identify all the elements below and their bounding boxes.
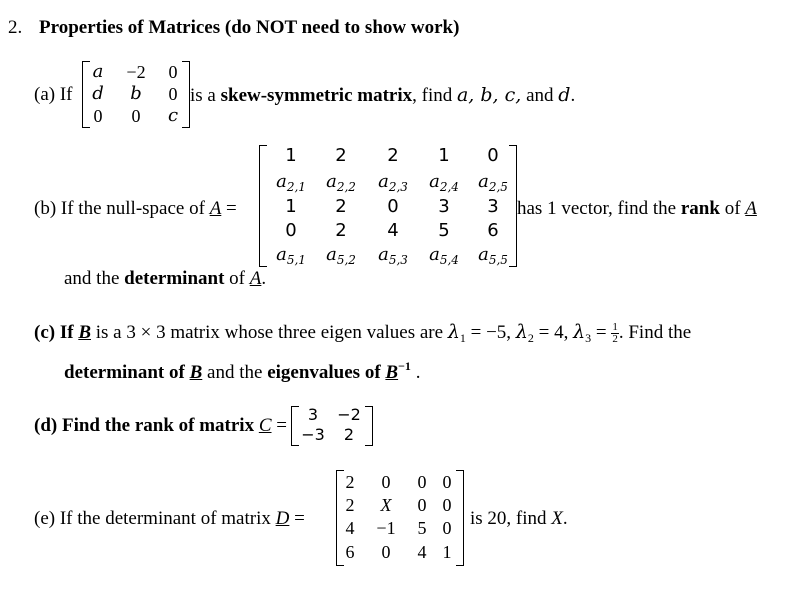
matrix-b-cell: 3: [487, 196, 499, 217]
matrix-d-cell: −1: [376, 518, 396, 538]
matrix-d-cell: 5: [417, 518, 427, 538]
matrix-d-cell: 0: [442, 472, 452, 492]
matrix-b-cell: 0: [285, 220, 297, 241]
matrix-a: [82, 61, 190, 128]
matrix-d-cell: 4: [417, 542, 427, 562]
matrix-b-cell: $a_{5,3}$: [378, 244, 408, 267]
matrix-b-cell: 2: [387, 145, 399, 166]
matrix-b-cell: $a_{5,4}$: [429, 244, 459, 267]
matrix-b-cell: $a_{2,5}$: [478, 171, 508, 194]
matrix-d-cell: 2: [345, 495, 355, 515]
part-a-label: (a) If: [34, 84, 73, 105]
part-e-text: is 20, find X.: [470, 508, 568, 529]
question-number: 2.: [8, 17, 23, 38]
matrix-a-cell: b: [130, 83, 142, 104]
part-b-line2: and the determinant of A.: [64, 268, 267, 289]
fraction: $\frac{1}{2}$: [612, 321, 618, 346]
matrix-a-cell: −2: [126, 62, 146, 82]
matrix-c-cell: −2: [337, 405, 361, 424]
matrix-b-cell: 2: [335, 196, 347, 217]
matrix-b-cell: $a_{5,2}$: [326, 244, 356, 267]
matrix-b-cell: $a_{5,1}$: [276, 244, 306, 267]
matrix-a-cell: c: [167, 105, 179, 126]
matrix-d-cell: 6: [345, 542, 355, 562]
matrix-d-cell: 0: [417, 495, 427, 515]
part-b-text: has 1 vector, find the rank of A: [517, 198, 757, 219]
matrix-c-cell: 3: [307, 405, 319, 424]
matrix-d-cell: 4: [345, 518, 355, 538]
part-d-label: (d) Find the rank of matrix C =: [34, 415, 287, 436]
matrix-b-cell: 6: [487, 220, 499, 241]
matrix-d-cell: X: [380, 495, 392, 515]
matrix-b-cell: 1: [285, 145, 297, 166]
part-c-line2: determinant of B and the eigenvalues of $B^{-1}$ .: [64, 359, 421, 383]
matrix-c-cell: 2: [343, 425, 355, 444]
part-e-label: (e) If the determinant of matrix D =: [34, 508, 305, 529]
matrix-a-cell: 0: [168, 62, 178, 82]
question-header: [8, 17, 459, 39]
matrix-d-cell: 0: [381, 542, 391, 562]
matrix-c-cell: −3: [301, 425, 325, 444]
matrix-b-cell: 4: [387, 220, 399, 241]
matrix-c: [291, 406, 373, 446]
matrix-b-cell: $a_{2,2}$: [326, 171, 356, 194]
matrix-b-cell: 2: [335, 145, 347, 166]
matrix-a-cell: a: [92, 61, 104, 82]
matrix-d-cell: 1: [442, 542, 452, 562]
matrix-a-cell: 0: [168, 84, 178, 104]
matrix-b-cell: 0: [387, 196, 399, 217]
matrix-b-cell: $a_{2,3}$: [378, 171, 408, 194]
matrix-a-null: [259, 145, 517, 267]
matrix-a-cell: 0: [131, 106, 141, 126]
matrix-b-cell: 3: [438, 196, 450, 217]
matrix-b-cell: $a_{2,1}$: [276, 171, 306, 194]
matrix-b-cell: 1: [438, 145, 450, 166]
matrix-a-cell: d: [92, 83, 104, 104]
matrix-b-cell: 0: [487, 145, 499, 166]
matrix-b-cell: $a_{2,4}$: [429, 171, 459, 194]
matrix-d-cell: 0: [417, 472, 427, 492]
matrix-a-cell: 0: [93, 106, 103, 126]
part-c-line1: (c) If B is a 3 × 3 matrix whose three eigen values are $\lambda_1 = -5$, $\lambda_2 = 4$, $\lambda_3$ = $\frac{1}{2}$ . Find the: [34, 321, 692, 346]
matrix-d-cell: 0: [442, 518, 452, 538]
matrix-b-cell: 1: [285, 196, 297, 217]
matrix-d-cell: 0: [381, 472, 391, 492]
matrix-b-cell: 2: [335, 220, 347, 241]
matrix-d-cell: 2: [345, 472, 355, 492]
part-b-label: (b) If the null-space of A =: [34, 198, 237, 219]
matrix-b-cell: $a_{5,5}$: [478, 244, 508, 267]
matrix-d-cell: 0: [442, 495, 452, 515]
matrix-d: [336, 470, 464, 566]
question-title: Properties of Matrices (do NOT need to show work): [39, 17, 460, 38]
matrix-b-cell: 5: [438, 220, 450, 241]
part-a-text: is a skew-symmetric matrix, find a, b, c, and d.: [190, 84, 576, 106]
